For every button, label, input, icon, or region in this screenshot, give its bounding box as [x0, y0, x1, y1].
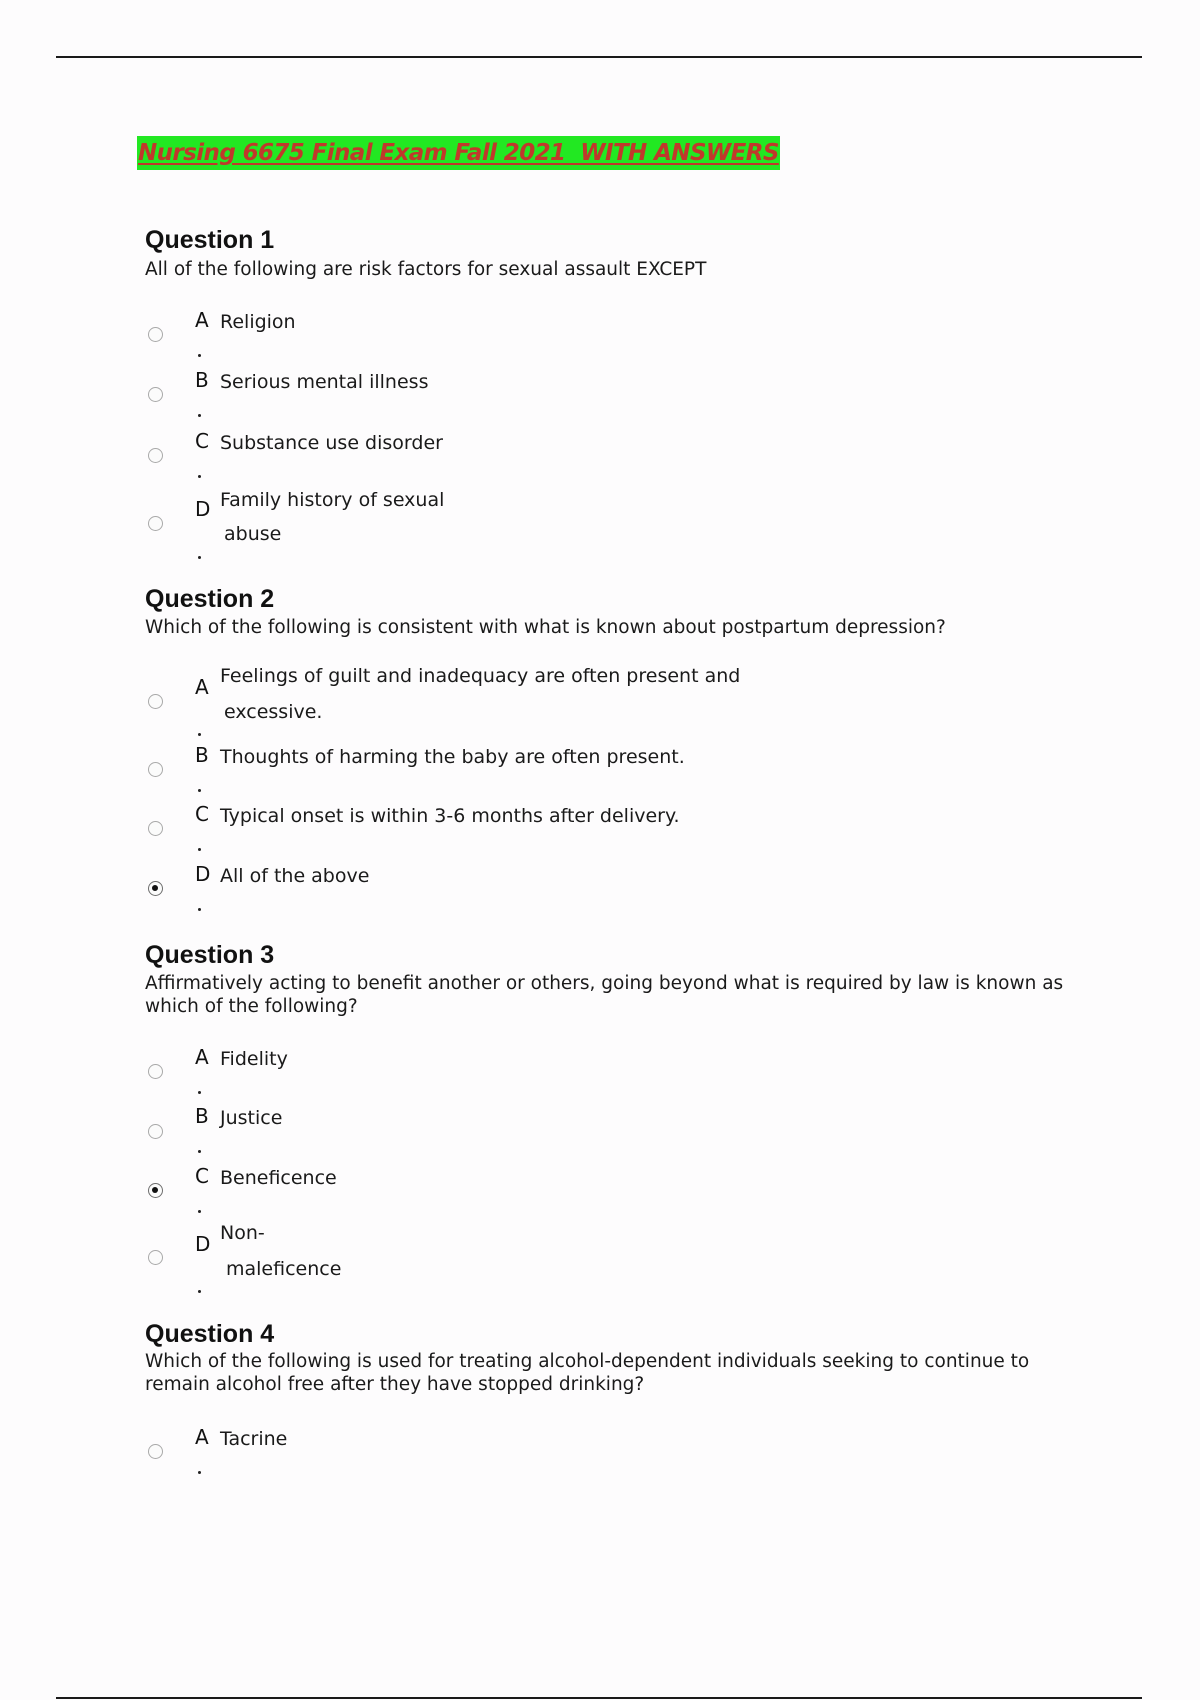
radio-button[interactable]: [148, 387, 163, 402]
radio-button-selected[interactable]: [148, 881, 163, 896]
option-dot: [198, 848, 201, 851]
option-dot: [198, 475, 201, 478]
option-dot: [198, 733, 201, 736]
option-text: Feelings of guilt and inadequacy are often present and: [220, 665, 741, 687]
option-dot: [198, 556, 201, 559]
radio-button[interactable]: [148, 1124, 163, 1139]
option-text: Serious mental illness: [220, 371, 429, 393]
option-letter: A: [195, 1045, 209, 1069]
option-letter: A: [195, 308, 209, 332]
option-letter: B: [195, 368, 209, 392]
option-letter: A: [195, 675, 209, 699]
option-text: Justice: [220, 1107, 283, 1129]
option-text: Thoughts of harming the baby are often present.: [220, 746, 685, 768]
radio-button[interactable]: [148, 1444, 163, 1459]
option-text: Fidelity: [220, 1048, 288, 1070]
option-letter: A: [195, 1425, 209, 1449]
radio-button[interactable]: [148, 516, 163, 531]
option-text: Substance use disorder: [220, 432, 443, 454]
option-letter: C: [195, 802, 209, 826]
option-text: Non-: [220, 1222, 265, 1244]
option-text: Family history of sexual: [220, 489, 445, 511]
top-rule: [56, 56, 1142, 58]
question-3-heading: Question 3: [145, 941, 275, 969]
question-2-text: Which of the following is consistent with what is known about postpartum depression?: [145, 617, 946, 638]
option-dot: [198, 1290, 201, 1293]
option-text: Typical onset is within 3-6 months after delivery.: [220, 805, 680, 827]
radio-button[interactable]: [148, 762, 163, 777]
option-letter: B: [195, 743, 209, 767]
option-letter: B: [195, 1104, 209, 1128]
question-1-heading: Question 1: [145, 226, 275, 254]
option-dot: [198, 1150, 201, 1153]
radio-button[interactable]: [148, 1250, 163, 1265]
option-text-continued: excessive.: [224, 701, 323, 723]
option-text-continued: maleficence: [226, 1258, 342, 1280]
option-dot: [198, 908, 201, 911]
question-2-heading: Question 2: [145, 585, 275, 613]
option-letter: D: [195, 497, 211, 521]
option-text-continued: abuse: [224, 523, 282, 545]
option-letter: D: [195, 1232, 211, 1256]
document-title: Nursing 6675 Final Exam Fall 2021 WITH ANSWERS: [137, 136, 780, 170]
option-text: Religion: [220, 311, 296, 333]
option-dot: [198, 414, 201, 417]
option-text: Beneficence: [220, 1167, 337, 1189]
option-dot: [198, 1091, 201, 1094]
option-dot: [198, 789, 201, 792]
option-letter: C: [195, 429, 209, 453]
question-1-text: All of the following are risk factors for sexual assault EXCEPT: [145, 259, 707, 280]
option-dot: [198, 1471, 201, 1474]
option-dot: [198, 354, 201, 357]
question-4-text: Which of the following is used for treating alcohol-dependent individuals seeking to continue to remain alcohol free after they have stopped drinking?: [145, 1351, 1030, 1395]
question-4-heading: Question 4: [145, 1320, 275, 1348]
option-dot: [198, 1210, 201, 1213]
radio-button[interactable]: [148, 327, 163, 342]
radio-button[interactable]: [148, 1064, 163, 1079]
radio-button[interactable]: [148, 448, 163, 463]
option-letter: D: [195, 862, 211, 886]
bottom-rule: [56, 1697, 1142, 1699]
radio-button[interactable]: [148, 821, 163, 836]
radio-button[interactable]: [148, 694, 163, 709]
option-text: Tacrine: [220, 1428, 288, 1450]
radio-button-selected[interactable]: [148, 1183, 163, 1198]
option-text: All of the above: [220, 865, 370, 887]
option-letter: C: [195, 1164, 209, 1188]
question-3-text: Affirmatively acting to benefit another or others, going beyond what is required by law is known as which of the following?: [145, 973, 1064, 1017]
